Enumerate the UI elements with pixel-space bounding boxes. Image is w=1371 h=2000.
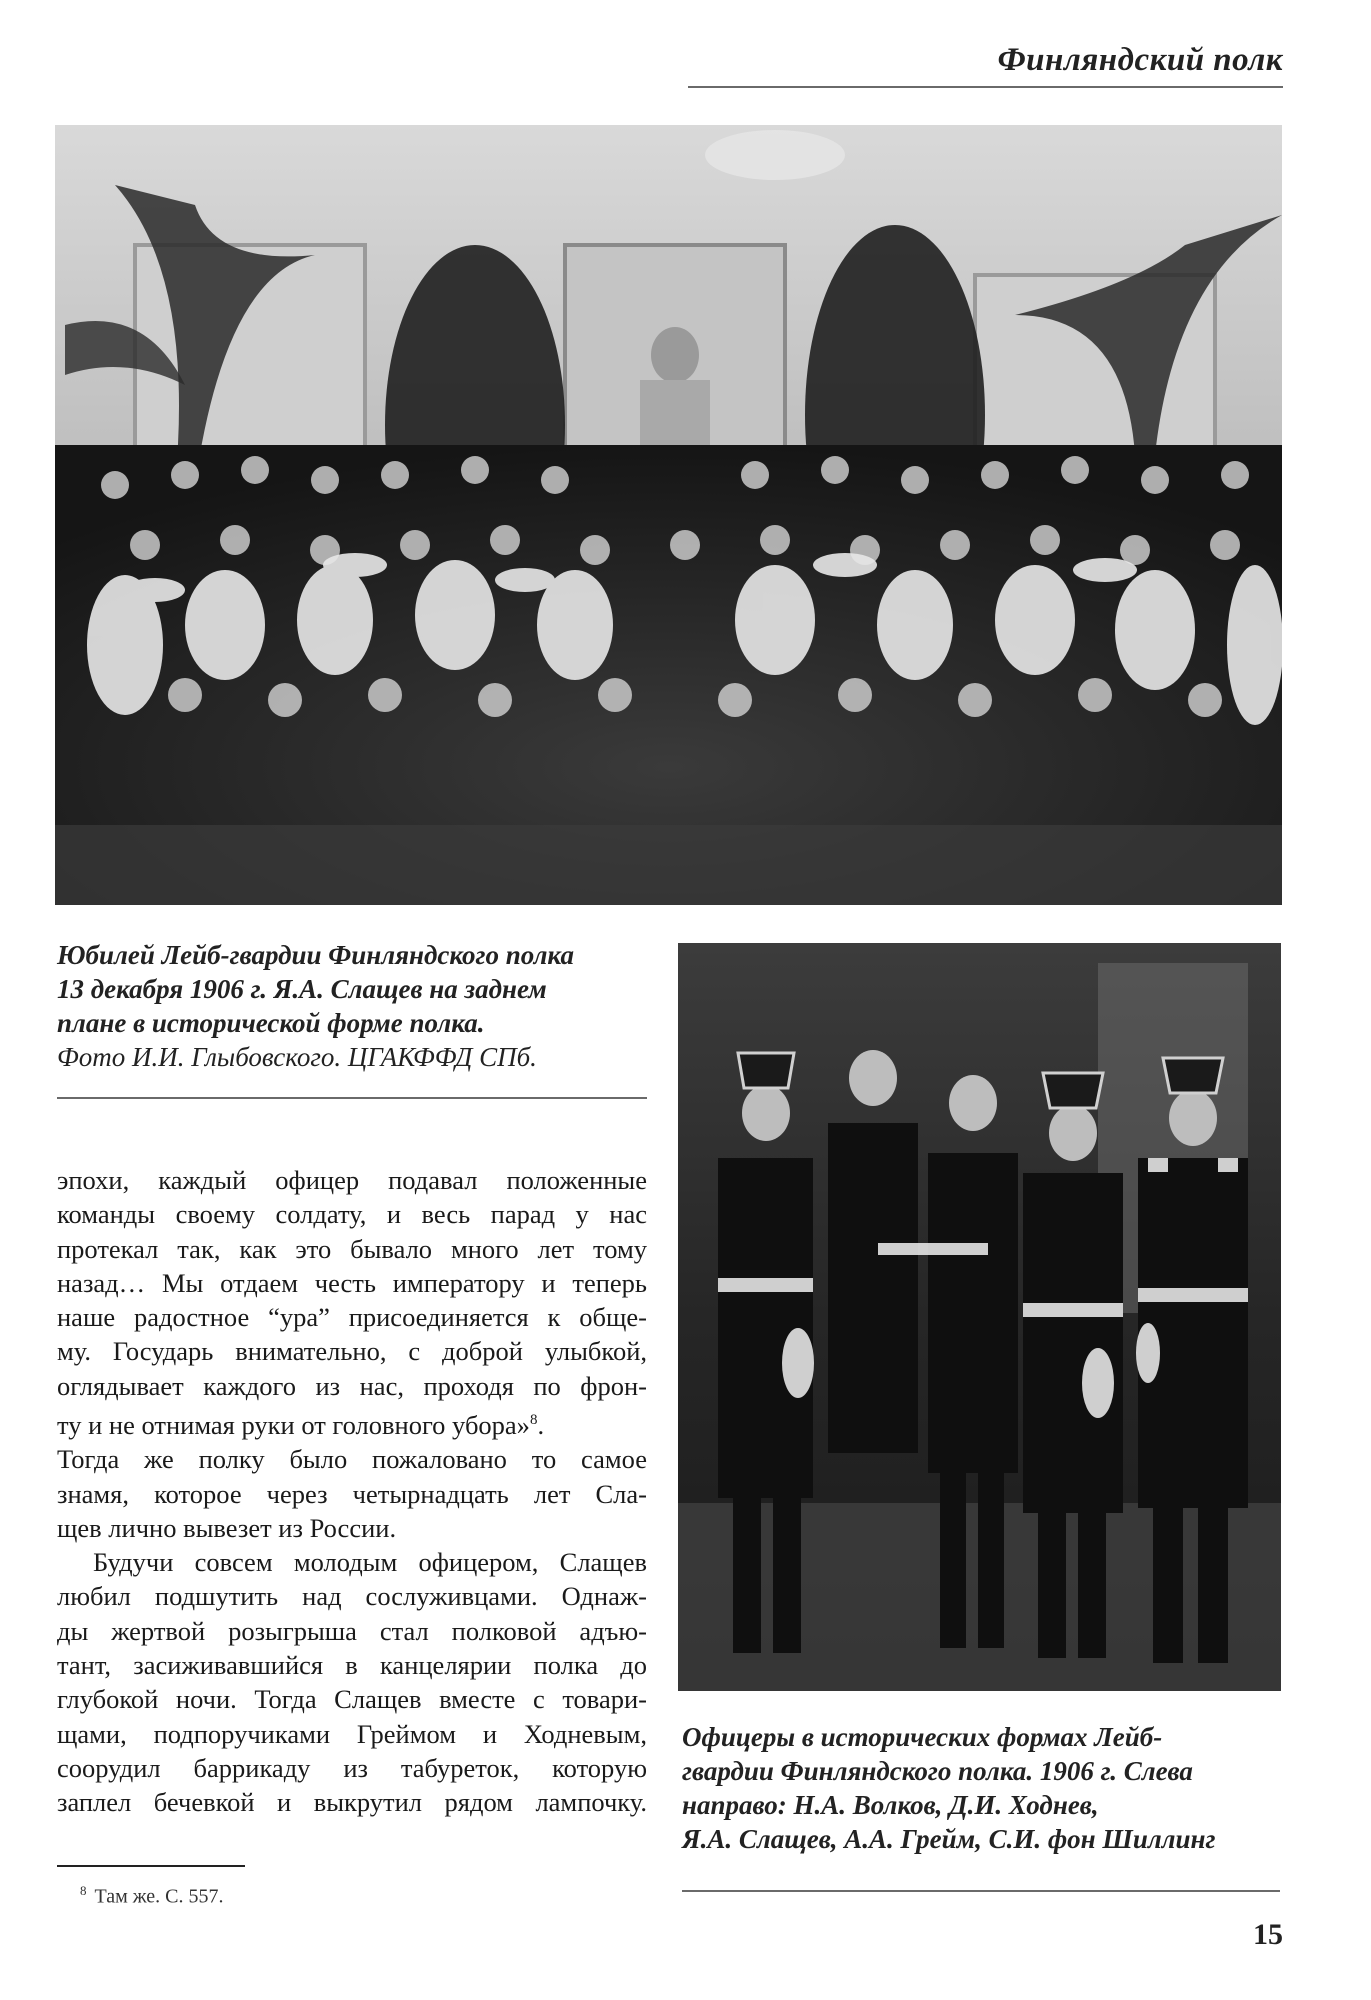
body-line: любил подшутить над сослуживцами. Однаж- xyxy=(57,1581,647,1612)
body-line: соорудил баррикаду из табуреток, которую xyxy=(57,1752,647,1783)
body-line: Будучи совсем молодым офицером, Слащев xyxy=(93,1547,647,1578)
caption-line: гвардии Финляндского полка. 1906 г. Слева xyxy=(682,1756,1193,1786)
running-title: Финляндский полк xyxy=(997,42,1283,78)
caption-line: Я.А. Слащев, А.А. Грейм, С.И. фон Шиллинг xyxy=(682,1824,1216,1854)
body-line: команды своему солдату, и весь парад у нас xyxy=(57,1199,647,1230)
body-line: оглядывает каждого из нас, проходя по фрон- xyxy=(57,1370,647,1401)
photo-credit: Фото И.И. Глыбовского. ЦГАКФФД СПб. xyxy=(57,1042,537,1072)
body-line: ды жертвой розыгрыша стал полковой адъю- xyxy=(57,1615,647,1646)
caption-line: направо: Н.А. Волков, Д.И. Ходнев, xyxy=(682,1790,1099,1820)
caption-line: Юбилей Лейб-гвардии Финляндского полка xyxy=(57,940,574,970)
top-photo-caption xyxy=(57,938,647,1074)
body-line: эпохи, каждый офицер подавал положенные xyxy=(57,1165,647,1195)
group-photo-icon xyxy=(55,125,1282,905)
caption-rule xyxy=(57,1097,647,1099)
footnote-reference[interactable]: 8 xyxy=(529,1412,538,1429)
body-line-with-footnote: ту и не отнимая руки от головного убора»$^8$. xyxy=(57,1409,545,1440)
right-photo-caption xyxy=(682,1720,1282,1856)
body-line: протекал так, как это бывало много лет тому xyxy=(57,1233,647,1264)
caption-line: Офицеры в исторических формах Лейб- xyxy=(682,1722,1163,1752)
footnote-text: Там же. С. 557. xyxy=(94,1885,224,1908)
body-line: тант, засиживавшийся в канцелярии полка до xyxy=(57,1649,647,1680)
caption-line: плане в исторической форме полка. xyxy=(57,1008,485,1038)
footnote-number: 8 xyxy=(80,1883,87,1898)
header-rule xyxy=(688,86,1283,88)
body-text-column xyxy=(57,1163,647,1819)
body-line: наше радостное “ура” присоединяется к обще- xyxy=(57,1302,647,1333)
caption-rule xyxy=(682,1890,1280,1892)
footnote xyxy=(80,1883,224,1909)
footnote-rule xyxy=(57,1865,245,1867)
caption-line: 13 декабря 1906 г. Я.А. Слащев на заднем xyxy=(57,974,547,1004)
body-line: Тогда же полку было пожаловано то самое xyxy=(57,1444,647,1475)
body-line-text: ту и не отнимая руки от головного убора» xyxy=(57,1409,530,1440)
body-line: глубокой ночи. Тогда Слащев вместе с товари- xyxy=(57,1684,647,1715)
officers-photo-icon xyxy=(678,943,1281,1691)
page-number: 15 xyxy=(1253,1918,1283,1951)
body-line: заплел бечевкой и выкрутил рядом лампочку. xyxy=(57,1787,647,1818)
officers-photo xyxy=(678,943,1281,1691)
body-line: му. Государь внимательно, с доброй улыбкой, xyxy=(57,1336,647,1367)
body-line: назад… Мы отдаем честь императору и теперь xyxy=(57,1267,647,1298)
jubilee-group-photo xyxy=(55,125,1282,905)
body-line: щами, подпоручиками Греймом и Ходневым, xyxy=(57,1718,647,1749)
body-line: щев лично вывезет из России. xyxy=(57,1512,397,1543)
body-line: знамя, которое через четырнадцать лет Сла- xyxy=(57,1478,647,1509)
